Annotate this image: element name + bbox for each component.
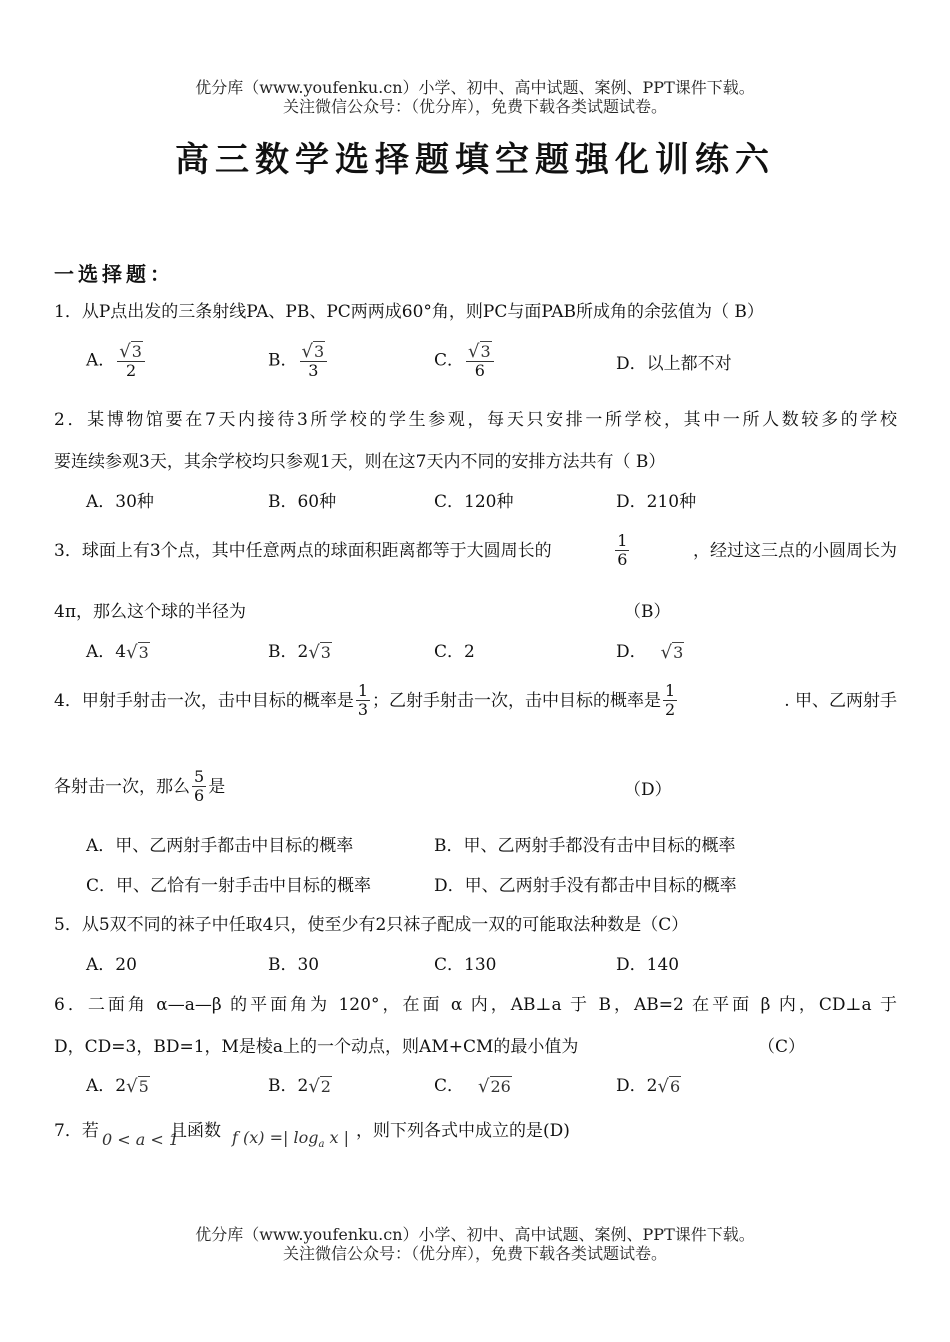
q6-b-sqrt: √2	[308, 1075, 331, 1097]
q1-b-radicand: 3	[313, 341, 325, 361]
q3-answer: （B）	[624, 602, 671, 622]
q3-line-1-end: ，经过这三点的小圆周长为	[692, 540, 897, 561]
q1-c-fraction	[466, 342, 494, 380]
q6-answer: （C）	[758, 1037, 806, 1057]
q4-line-2-part-b: 是	[208, 776, 226, 797]
footer-line-1: 优分库（www.youfenku.cn）小学、初中、高中试题、案例、PPT课件下载。	[195, 1225, 755, 1244]
q1-a-denominator: 2	[126, 360, 137, 380]
q4-fraction-1: $\frac{1}{3}$	[357, 681, 369, 719]
q3-a-label: A．4	[86, 642, 127, 662]
q7-mid: 且函数	[170, 1121, 221, 1141]
q3-fraction-denominator: 6	[617, 550, 628, 569]
q4-option-b: B．甲、乙两射手都没有击中目标的概率	[434, 836, 736, 856]
q2-option-c: C．120种	[434, 492, 514, 512]
q1-b-denominator: 3	[308, 360, 319, 380]
q6-d-sqrt: √6	[657, 1075, 681, 1097]
q5-text: 5．从5双不同的袜子中任取4只，使至少有2只袜子配成一双的可能取法种数是（C）	[54, 915, 689, 935]
q7-suffix: ，则下列各式中成立的是(D)	[356, 1121, 570, 1141]
section-heading: 一选择题：	[54, 262, 174, 286]
q1-a-radicand: 3	[131, 341, 142, 361]
q6-a-sqrt: √5	[126, 1075, 149, 1097]
q3-fraction-numerator: 1	[617, 531, 628, 550]
q7-prefix: 7．若	[54, 1121, 99, 1141]
q4-line-1-part-a: 4．甲射手射击一次，击中目标的概率是	[54, 690, 354, 711]
q3-b-label: B．2	[268, 642, 309, 662]
q2-option-d: D．210种	[616, 492, 697, 512]
q1-c-label: C．	[434, 350, 465, 371]
q4-fraction-2: $\frac{1}{2}$	[665, 681, 676, 719]
q5-option-c: C．130	[434, 955, 497, 975]
q1-option-a	[86, 342, 147, 380]
q4-line-2	[54, 768, 225, 805]
q3-d-label: D．	[616, 642, 647, 662]
q4-line-1-part-c: . 甲、乙两射手	[784, 690, 897, 711]
q3-option-b	[268, 640, 332, 665]
q4-line-2-part-a: 各射击一次，那么	[54, 776, 190, 797]
q3-fraction	[615, 532, 629, 569]
q2-option-a: A．30种	[86, 492, 154, 512]
q6-c-sqrt: √26	[478, 1075, 511, 1097]
q7-function: f (x) =| $\log_a x$ |	[232, 1128, 350, 1151]
q6-option-c: C． √26	[434, 1075, 511, 1097]
q5-option-a: A．20	[86, 955, 137, 975]
q3-option-d	[616, 640, 684, 665]
q2-line-2: 要连续参观3天，其余学校均只参观1天，则在这7天内不同的安排方法共有（ B）	[54, 452, 666, 472]
q6-line-1: 6．二面角 α—a—β 的平面角为 120°，在面 α 内，AB⊥a 于 B，AB=2 在平面 β 内，CD⊥a 于	[54, 995, 897, 1015]
q4-option-c: C．甲、乙恰有一射手击中目标的概率	[86, 876, 372, 896]
q6-option-b: B．2√2	[268, 1075, 331, 1097]
q3-line-1-start: 3．球面上有3个点，其中任意两点的球面积距离都等于大圆周长的	[54, 540, 552, 561]
q1-b-fraction	[300, 342, 328, 380]
header-line-1: 优分库（www.youfenku.cn）小学、初中、高中试题、案例、PPT课件下载。	[195, 78, 755, 97]
footer-line-2: 关注微信公众号：（优分库），免费下载各类试题试卷。	[282, 1244, 667, 1263]
q4-answer: （D）	[624, 780, 672, 800]
q1-option-b	[268, 342, 329, 380]
q4-option-a: A．甲、乙两射手都击中目标的概率	[86, 836, 354, 856]
q1-option-c	[434, 342, 496, 380]
q3-a-sqrt: √3	[126, 641, 149, 663]
page-title: 高三数学选择题填空题强化训练六	[175, 140, 775, 180]
q1-a-fraction	[117, 342, 145, 380]
q4-line-1-part-b: ；乙射手射击一次，击中目标的概率是	[372, 690, 662, 711]
q1-text: 1．从P点出发的三条射线PA、PB、PC两两成60°角，则PC与面PAB所成角的余弦值为（ B）	[54, 302, 764, 322]
sqrt-symbol: √	[468, 340, 480, 362]
q2-line-1: 2．某博物馆要在7天内接待3所学校的学生参观，每天只安排一所学校，其中一所人数较多的学校	[54, 410, 897, 430]
sqrt-symbol: √	[119, 340, 131, 362]
q4-line-1	[54, 682, 897, 719]
q3-b-sqrt: √3	[308, 641, 331, 663]
q6-line-2: D，CD=3，BD=1，M是棱a上的一个动点，则AM+CM的最小值为	[54, 1037, 579, 1057]
q3-line-1	[54, 532, 897, 569]
q2-option-b: B．60种	[268, 492, 337, 512]
q7-condition: 0 < a < 1	[102, 1130, 180, 1149]
q6-option-a: A．2√5	[86, 1075, 149, 1097]
q3-line-2: 4π，那么这个球的半径为	[54, 602, 246, 622]
q4-fraction-3: $\frac{5}{6}$	[194, 767, 205, 805]
sqrt-symbol: √	[301, 340, 313, 362]
q4-option-d: D．甲、乙两射手没有都击中目标的概率	[434, 876, 737, 896]
q3-option-a	[86, 640, 150, 665]
q5-option-b: B．30	[268, 955, 320, 975]
q3-d-sqrt: √3	[660, 641, 684, 663]
q5-option-d: D．140	[616, 955, 680, 975]
q1-a-label: A．	[86, 350, 116, 371]
q1-b-label: B．	[268, 350, 298, 371]
q1-c-radicand: 3	[480, 341, 491, 361]
header-line-2: 关注微信公众号：（优分库），免费下载各类试题试卷。	[282, 97, 667, 116]
q7	[54, 1116, 897, 1156]
q6-option-d: D．2√6	[616, 1075, 681, 1097]
q3-option-c: C．2	[434, 642, 475, 662]
q1-option-d: D．以上都不对	[616, 354, 732, 374]
q1-c-denominator: 6	[474, 360, 485, 380]
